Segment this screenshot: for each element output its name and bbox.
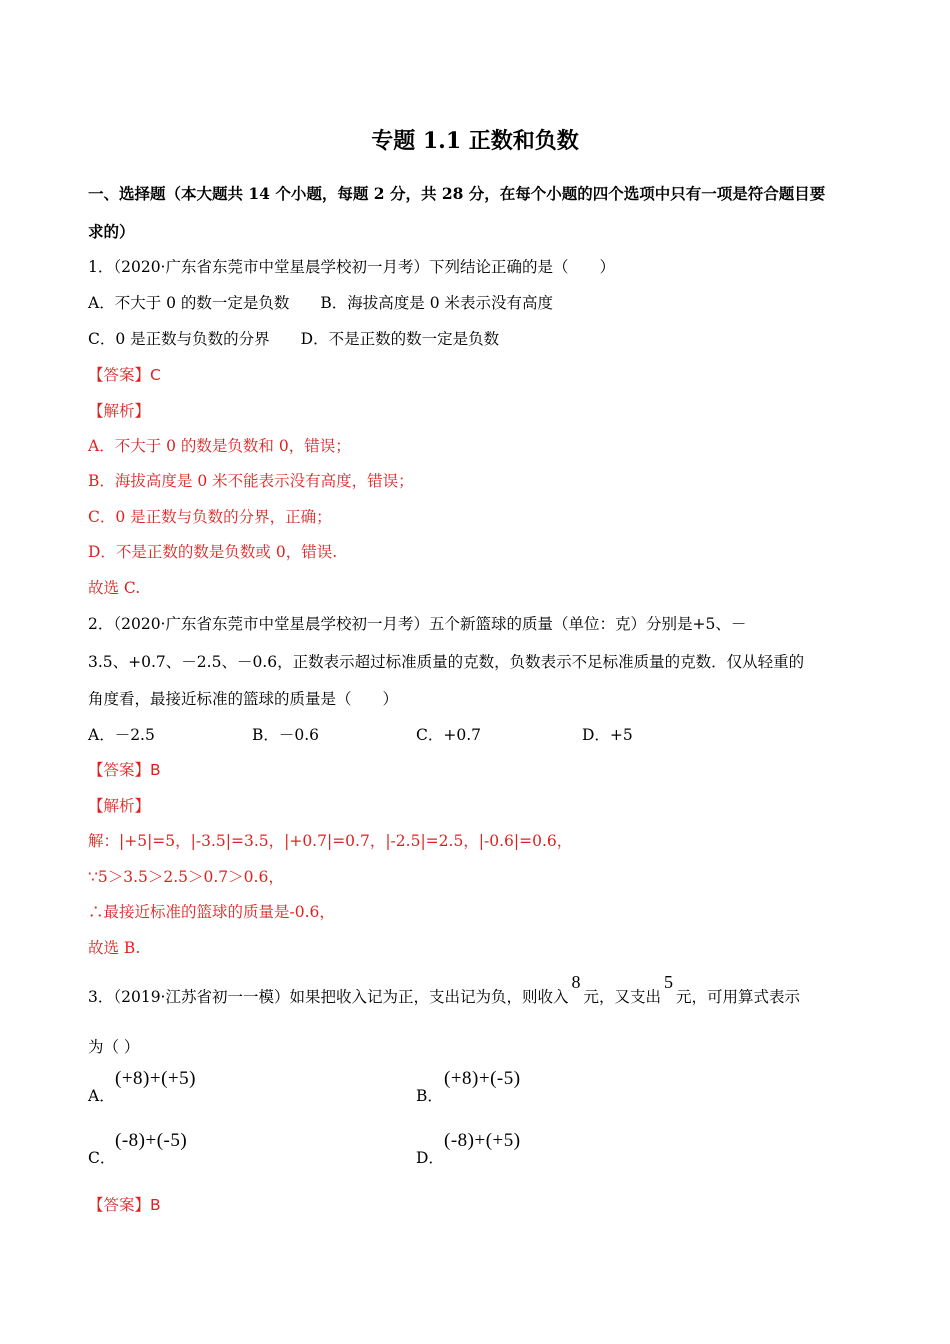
answer-value: B xyxy=(150,761,161,779)
q3-stem-line2: 为（ ） xyxy=(88,1038,140,1056)
q2-analysis-line: ∴最接近标准的篮球的质量是-0.6， xyxy=(88,903,335,921)
section-heading-line2: 求的） xyxy=(88,222,135,241)
q3-stem-part3: 元，可用算式表示 xyxy=(676,988,801,1006)
q1-analysis-line: C．0 是正数与负数的分界，正确； xyxy=(88,508,332,526)
q1-answer xyxy=(88,365,161,385)
option-expression: (-8)+(-5) xyxy=(115,1130,188,1151)
q3-option-d xyxy=(416,1131,736,1171)
q1-analysis-line: B．海拔高度是 0 米不能表示没有高度，错误； xyxy=(88,472,414,490)
section-heading-line1: 一、选择题（本大题共 14 个小题，每题 2 分，共 28 分，在每个小题的四个选项中只有一项是符合题目要 xyxy=(88,184,826,203)
q1-options-line1: A．不大于 0 的数一定是负数 B．海拔高度是 0 米表示没有高度 xyxy=(88,294,554,312)
q2-option-b: B．－0.6 xyxy=(252,726,320,744)
q3-income-number: 8 xyxy=(571,972,581,992)
q2-stem-line1: 2．（2020·广东省东莞市中堂星晨学校初一月考）五个新篮球的质量（单位：克）分别是+5、－ xyxy=(88,615,747,633)
q3-stem-line1 xyxy=(88,972,801,1007)
q2-answer xyxy=(88,760,161,780)
page-title: 专题 1.1 正数和负数 xyxy=(371,128,579,154)
q2-conclusion: 故选 B. xyxy=(88,939,141,957)
q3-answer xyxy=(88,1195,161,1215)
q1-stem: 1．（2020·广东省东莞市中堂星晨学校初一月考）下列结论正确的是（ ） xyxy=(88,258,615,276)
q2-analysis-label: 【解析】 xyxy=(88,797,151,815)
option-label: C． xyxy=(88,1149,116,1167)
answer-value: C xyxy=(150,366,161,384)
answer-label: 【答案】 xyxy=(88,1196,151,1214)
option-expression: (-8)+(+5) xyxy=(444,1130,521,1151)
q3-option-b xyxy=(416,1069,736,1109)
q1-options-line2: C．0 是正数与负数的分界 D．不是正数的数一定是负数 xyxy=(88,330,500,348)
answer-label: 【答案】 xyxy=(88,761,151,779)
q3-option-a xyxy=(88,1069,408,1109)
q3-expense-number: 5 xyxy=(664,972,674,992)
q1-analysis-label: 【解析】 xyxy=(88,402,151,420)
option-label: B． xyxy=(416,1087,443,1105)
q2-analysis-line: 解：|+5|=5，|-3.5|=3.5，|+0.7|=0.7，|-2.5|=2.5，|-0.6|=0.6， xyxy=(88,832,573,850)
q1-conclusion: 故选 C. xyxy=(88,579,141,597)
q2-option-d: D．+5 xyxy=(582,726,633,744)
q2-stem-line3: 角度看，最接近标准的篮球的质量是（ ） xyxy=(88,690,399,708)
q3-stem-part2: 元，又支出 xyxy=(583,988,662,1006)
option-label: D． xyxy=(416,1149,444,1167)
q2-stem-line2: 3.5、+0.7、－2.5、－0.6，正数表示超过标准质量的克数，负数表示不足标准质量的克数．仅从轻重的 xyxy=(88,653,805,671)
option-label: A． xyxy=(88,1087,115,1105)
answer-label: 【答案】 xyxy=(88,366,151,384)
q2-option-a: A．－2.5 xyxy=(88,726,155,744)
option-expression: (+8)+(-5) xyxy=(444,1068,521,1089)
q2-analysis-line: ∵5＞3.5＞2.5＞0.7＞0.6， xyxy=(88,868,284,886)
option-expression: (+8)+(+5) xyxy=(115,1068,196,1089)
q1-analysis-line: D．不是正数的数是负数或 0，错误. xyxy=(88,543,338,561)
q1-analysis-line: A．不大于 0 的数是负数和 0，错误； xyxy=(88,437,351,455)
answer-value: B xyxy=(150,1196,161,1214)
q3-option-c xyxy=(88,1131,408,1171)
q3-stem-part1: 3．（2019·江苏省初一一模）如果把收入记为正，支出记为负，则收入 xyxy=(88,988,569,1006)
q2-option-c: C．+0.7 xyxy=(416,726,481,744)
